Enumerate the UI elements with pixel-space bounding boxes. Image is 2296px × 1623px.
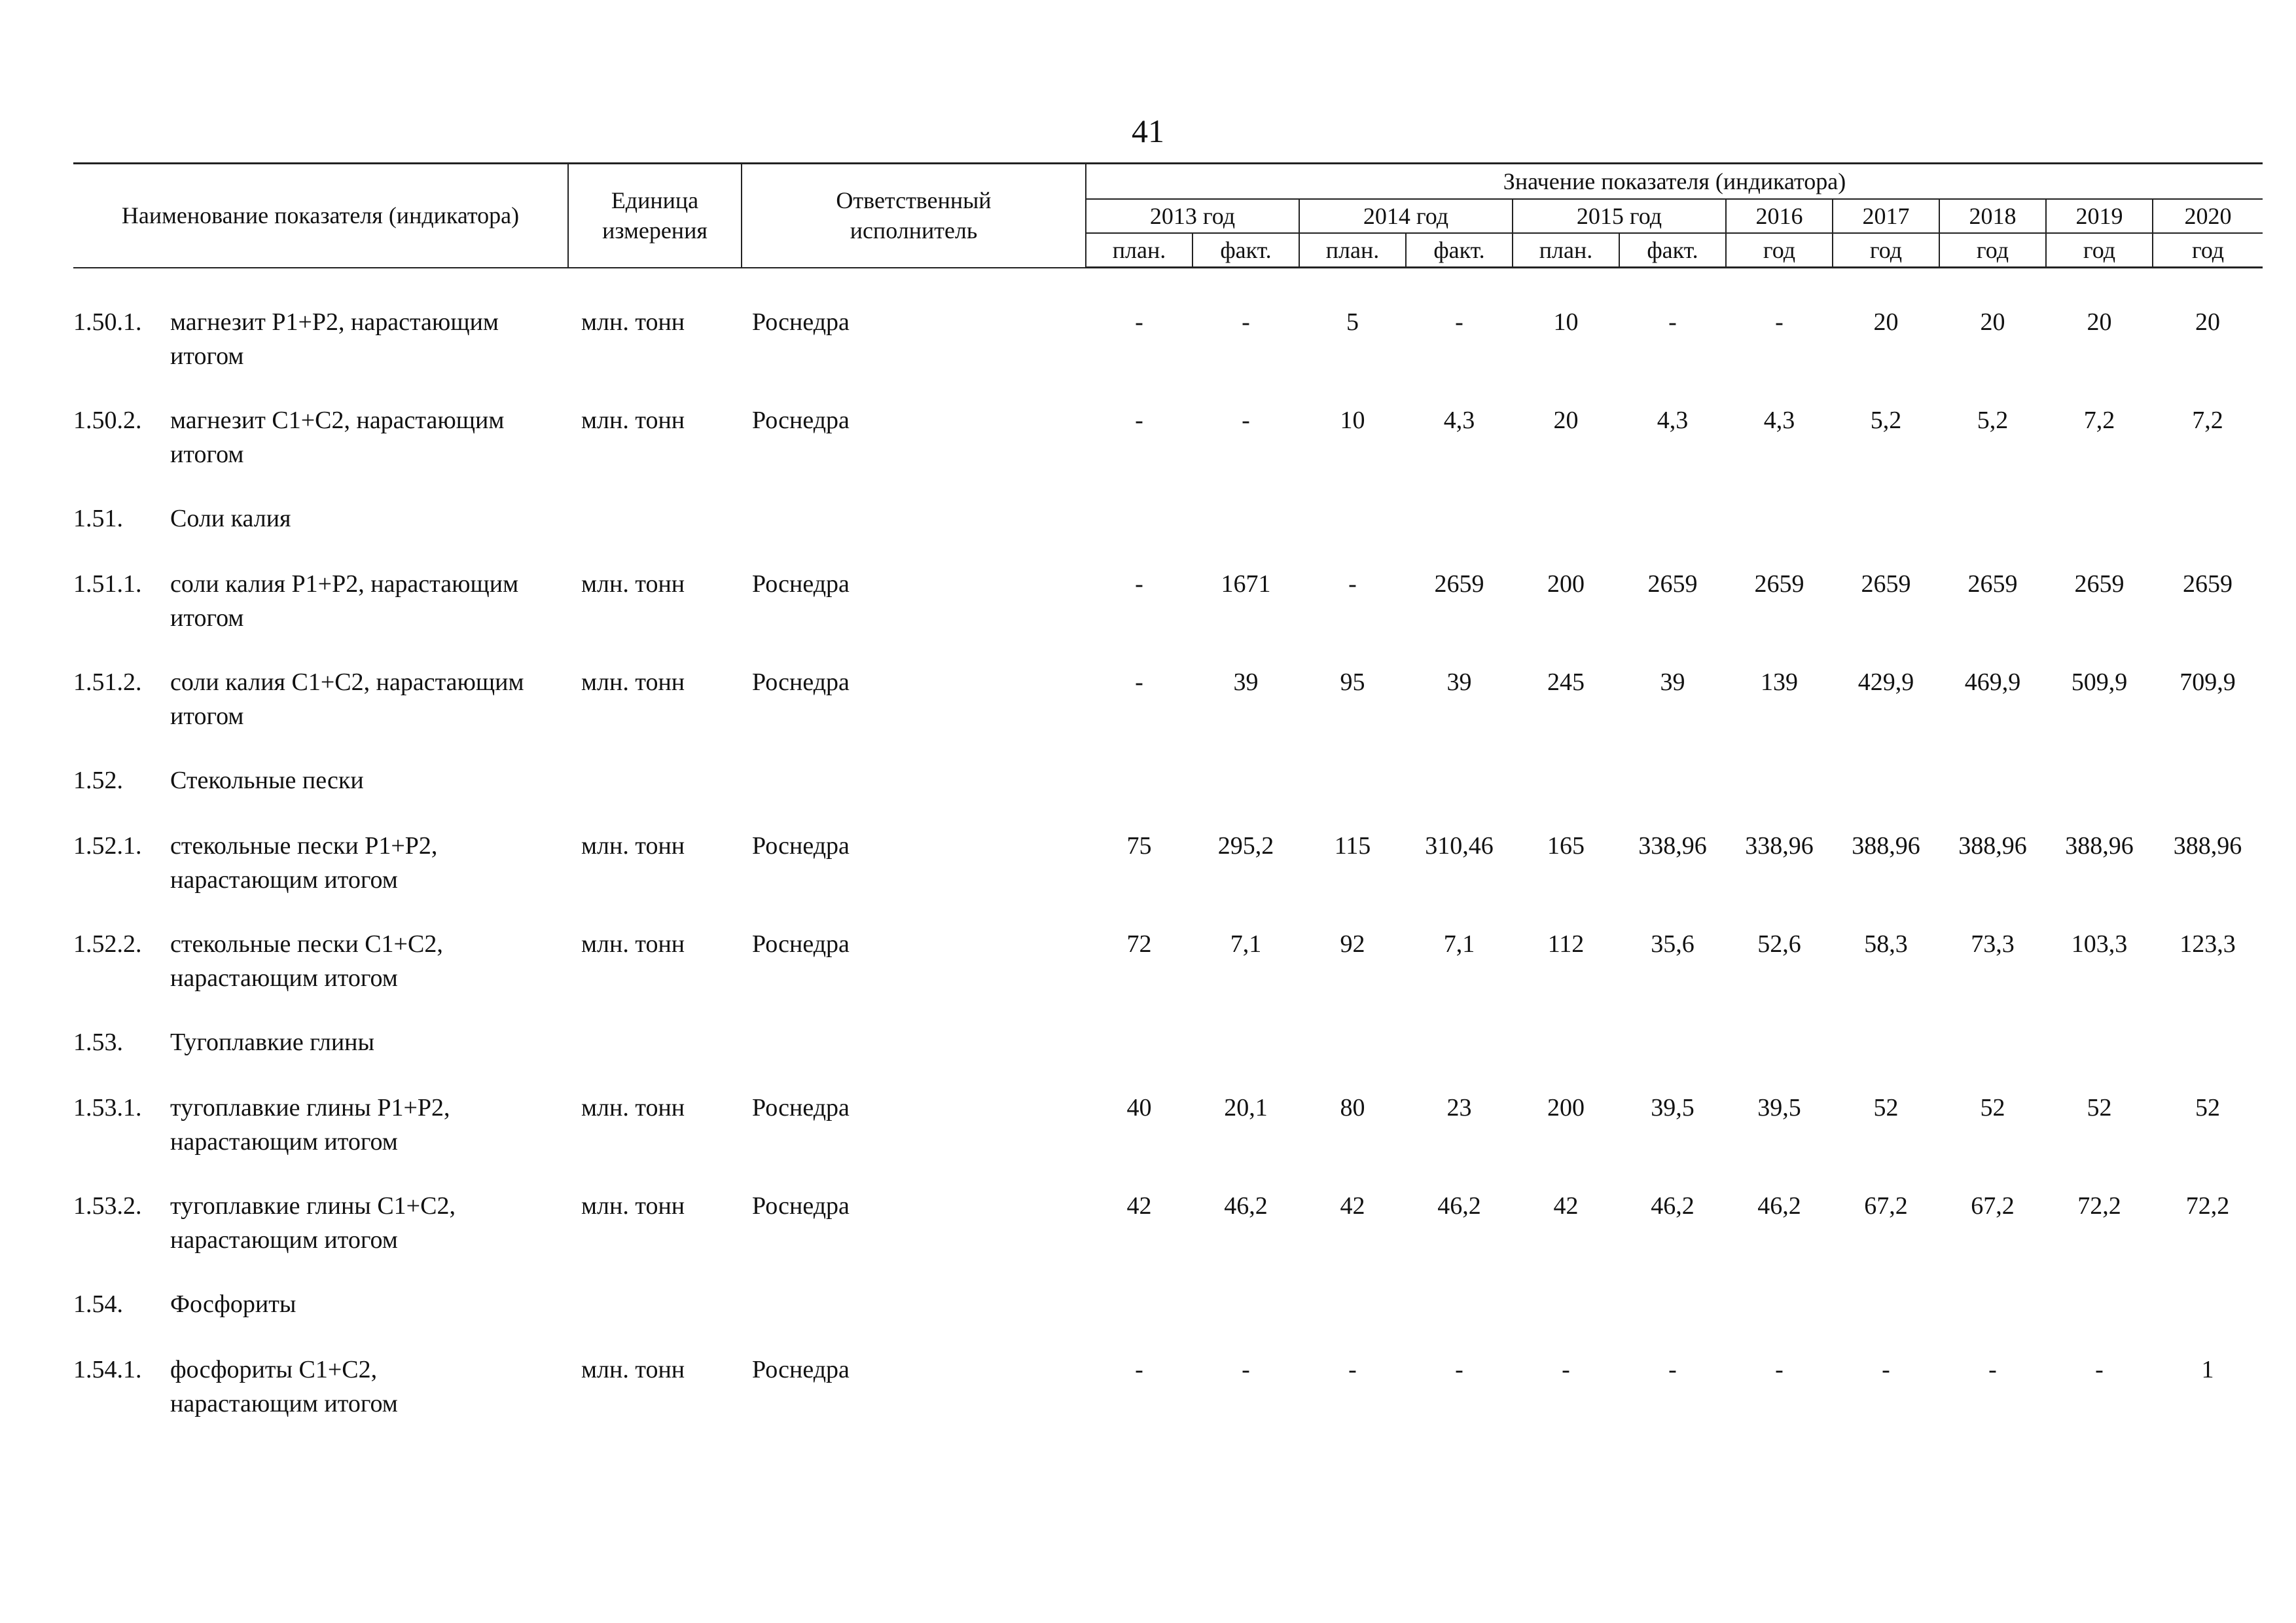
header-year-2017: 2017 (1833, 199, 1939, 233)
header-year-2016: 2016 (1726, 199, 1833, 233)
value-cell: 20 (2195, 308, 2221, 336)
value-cell: 2659 (1647, 570, 1698, 598)
indicator-name-cell (73, 1091, 568, 1189)
indicator-name (73, 763, 568, 797)
value-cell: - (1562, 1356, 1570, 1383)
value-cell: 20 (1873, 308, 1899, 336)
section-row (73, 763, 2263, 829)
executor-cell: Роснедра (752, 308, 850, 336)
unit-cell: млн. тонн (581, 1356, 685, 1383)
value-cell: 4,3 (1657, 407, 1689, 434)
value-cell: 139 (1761, 668, 1798, 696)
value-cell: 39 (1660, 668, 1685, 696)
indicator-name-cell (73, 1025, 568, 1091)
indicator-label (170, 501, 291, 536)
value-cell: 42 (1340, 1192, 1365, 1220)
header-god-2019: год (2046, 233, 2153, 268)
unit-cell: млн. тонн (581, 570, 685, 598)
value-cell: 2659 (1754, 570, 1804, 598)
indicator-name-cell (73, 1189, 568, 1287)
header-name: Наименование показателя (индикатора) (73, 164, 568, 268)
value-cell: - (1455, 1356, 1463, 1383)
indicator-name (73, 1189, 568, 1257)
table-row (73, 305, 2263, 403)
value-cell: 92 (1340, 930, 1365, 958)
value-cell: 4,3 (1443, 407, 1475, 434)
value-cell: 73,3 (1971, 930, 2015, 958)
value-cell: 2659 (1967, 570, 2018, 598)
indicator-number: 1.53.1. (73, 1094, 142, 1122)
indicator-name (73, 403, 568, 471)
indicator-label (170, 1091, 450, 1159)
section-filler (568, 1287, 2263, 1353)
table-row (73, 927, 2263, 1025)
indicator-label-line1: тугоплавкие глины С1+С2, (170, 1192, 456, 1220)
value-cell: 23 (1446, 1094, 1472, 1122)
indicator-number: 1.54.1. (73, 1356, 142, 1383)
value-cell: 338,96 (1638, 832, 1707, 860)
value-cell: - (1775, 308, 1784, 336)
value-cell: - (1348, 570, 1357, 598)
value-cell: 388,96 (1958, 832, 2027, 860)
value-cell: 123,3 (2179, 930, 2236, 958)
indicator-name (73, 1287, 568, 1321)
value-cell: 58,3 (1864, 930, 1908, 958)
value-cell: 429,9 (1857, 668, 1914, 696)
unit-cell: млн. тонн (581, 930, 685, 958)
indicator-name-cell (73, 763, 568, 829)
indicator-name-cell (73, 1353, 568, 1451)
value-cell: 5,2 (1977, 407, 2009, 434)
value-cell: 7,2 (2083, 407, 2115, 434)
value-cell: 112 (1547, 930, 1585, 958)
header-spacer (73, 268, 2263, 306)
header-plan-2015: план. (1513, 233, 1619, 268)
indicator-number: 1.54. (73, 1290, 123, 1318)
indicator-number: 1.52.2. (73, 930, 142, 958)
table-row (73, 567, 2263, 665)
header-god-2016: год (1726, 233, 1833, 268)
value-cell: 5,2 (1870, 407, 1902, 434)
indicator-label-line1: тугоплавкие глины Р1+Р2, (170, 1094, 450, 1122)
indicators-table (73, 162, 2263, 1451)
value-cell: 245 (1547, 668, 1585, 696)
table-header (73, 164, 2263, 268)
value-cell: 388,96 (2173, 832, 2242, 860)
value-cell: 39,5 (1651, 1094, 1695, 1122)
indicator-label-line1: Тугоплавкие глины (170, 1029, 375, 1056)
indicator-label (170, 1025, 374, 1059)
table-row (73, 403, 2263, 501)
page-number: 41 (1132, 113, 1164, 149)
indicator-label-line1: Соли калия (170, 505, 291, 532)
table-row (73, 1091, 2263, 1189)
table-row (73, 1189, 2263, 1287)
value-cell: 10 (1553, 308, 1579, 336)
indicator-name (73, 305, 568, 373)
executor-cell: Роснедра (752, 668, 850, 696)
indicator-label (170, 1287, 296, 1321)
header-plan-2013: план. (1086, 233, 1193, 268)
indicator-label-line2: итогом (170, 441, 244, 468)
unit-cell: млн. тонн (581, 407, 685, 434)
value-cell: 338,96 (1745, 832, 1814, 860)
value-cell: - (1135, 1356, 1143, 1383)
indicator-label-line1: Стекольные пески (170, 767, 364, 794)
value-cell: 20 (1553, 407, 1579, 434)
indicator-label (170, 1189, 456, 1257)
indicator-label (170, 305, 499, 373)
unit-cell: млн. тонн (581, 668, 685, 696)
value-cell: 115 (1334, 832, 1371, 860)
value-cell: - (1455, 308, 1463, 336)
header-god-2020: год (2153, 233, 2263, 268)
value-cell: 388,96 (2065, 832, 2134, 860)
header-fact-2013: факт. (1193, 233, 1299, 268)
executor-cell: Роснедра (752, 407, 850, 434)
value-cell: 7,1 (1443, 930, 1475, 958)
value-cell: 42 (1553, 1192, 1579, 1220)
value-cell: 72 (1126, 930, 1152, 958)
indicator-label-line2: итогом (170, 342, 244, 370)
executor-cell: Роснедра (752, 832, 850, 860)
value-cell: 200 (1547, 570, 1585, 598)
indicator-number: 1.52.1. (73, 832, 142, 860)
header-year-2014: 2014 год (1299, 199, 1513, 233)
value-cell: - (1135, 407, 1143, 434)
value-cell: 709,9 (2179, 668, 2236, 696)
indicator-number: 1.51. (73, 505, 123, 532)
value-cell: 72,2 (2185, 1192, 2230, 1220)
value-cell: 39 (1233, 668, 1259, 696)
value-cell: 165 (1547, 832, 1585, 860)
value-cell: 39,5 (1757, 1094, 1801, 1122)
indicator-name-cell (73, 305, 568, 403)
indicator-name (73, 829, 568, 897)
value-cell: 7,1 (1230, 930, 1262, 958)
unit-cell: млн. тонн (581, 1094, 685, 1122)
section-row (73, 1287, 2263, 1353)
unit-cell: млн. тонн (581, 1192, 685, 1220)
value-cell: 72,2 (2077, 1192, 2121, 1220)
value-cell: 200 (1547, 1094, 1585, 1122)
indicator-name (73, 501, 568, 536)
header-fact-2015: факт. (1619, 233, 1726, 268)
indicator-number: 1.50.2. (73, 407, 142, 434)
value-cell: 35,6 (1651, 930, 1695, 958)
value-cell: - (1242, 407, 1250, 434)
value-cell: - (1882, 1356, 1890, 1383)
value-cell: 2659 (2074, 570, 2125, 598)
value-cell: 52 (1980, 1094, 2005, 1122)
indicator-label (170, 1353, 398, 1421)
unit-cell: млн. тонн (581, 308, 685, 336)
indicator-number: 1.51.1. (73, 570, 142, 598)
indicator-label-line1: соли калия Р1+Р2, нарастающим (170, 570, 519, 598)
indicator-name-cell (73, 665, 568, 763)
value-cell: 52 (1873, 1094, 1899, 1122)
value-cell: 46,2 (1757, 1192, 1801, 1220)
indicator-name (73, 1353, 568, 1421)
executor-cell: Роснедра (752, 570, 850, 598)
value-cell: 2659 (1434, 570, 1484, 598)
indicator-label-line2: нарастающим итогом (170, 1128, 398, 1156)
indicator-label (170, 763, 364, 797)
value-cell: 42 (1126, 1192, 1152, 1220)
indicator-name-cell (73, 403, 568, 501)
indicator-number: 1.53.2. (73, 1192, 142, 1220)
table-body (73, 268, 2263, 1451)
value-cell: - (1668, 308, 1677, 336)
section-filler (568, 763, 2263, 829)
section-row (73, 501, 2263, 567)
header-fact-2014: факт. (1406, 233, 1513, 268)
indicator-name-cell (73, 567, 568, 665)
value-cell: 1 (2201, 1356, 2214, 1383)
indicator-label-line1: соли калия С1+С2, нарастающим (170, 668, 524, 696)
indicator-label (170, 403, 504, 471)
indicator-label (170, 927, 443, 995)
value-cell: 20 (1980, 308, 2005, 336)
value-cell: 52 (2195, 1094, 2221, 1122)
indicator-number: 1.51.2. (73, 668, 142, 696)
value-cell: - (1242, 308, 1250, 336)
header-year-2019: 2019 (2046, 199, 2153, 233)
value-cell: 2659 (1861, 570, 1911, 598)
indicator-label-line2: нарастающим итогом (170, 964, 398, 992)
value-cell: 52,6 (1757, 930, 1801, 958)
value-cell: - (1135, 570, 1143, 598)
value-cell: 46,2 (1437, 1192, 1481, 1220)
indicator-label-line1: стекольные пески С1+С2, (170, 930, 443, 958)
indicator-name-cell (73, 927, 568, 1025)
indicator-label (170, 567, 518, 635)
indicator-name (73, 1025, 568, 1059)
value-cell: 20 (2087, 308, 2112, 336)
section-filler (568, 501, 2263, 567)
value-cell: - (1988, 1356, 1997, 1383)
table-row (73, 1353, 2263, 1451)
indicator-label-line1: Фосфориты (170, 1290, 296, 1318)
value-cell: - (1668, 1356, 1677, 1383)
header-year-2013: 2013 год (1086, 199, 1299, 233)
indicator-number: 1.53. (73, 1029, 123, 1056)
header-year-2015: 2015 год (1513, 199, 1726, 233)
indicator-label (170, 665, 524, 733)
value-cell: - (1242, 1356, 1250, 1383)
value-cell: - (1775, 1356, 1784, 1383)
value-cell: 310,46 (1425, 832, 1494, 860)
value-cell: - (2095, 1356, 2104, 1383)
value-cell: 1671 (1221, 570, 1271, 598)
value-cell: 20,1 (1224, 1094, 1268, 1122)
value-cell: 46,2 (1651, 1192, 1695, 1220)
indicator-label-line2: нарастающим итогом (170, 866, 398, 894)
executor-cell: Роснедра (752, 1094, 850, 1122)
value-cell: - (1348, 1356, 1357, 1383)
indicator-label-line2: нарастающим итогом (170, 1390, 398, 1417)
indicator-name-cell (73, 501, 568, 567)
indicator-name-cell (73, 829, 568, 927)
value-cell: 103,3 (2071, 930, 2128, 958)
section-filler (568, 1025, 2263, 1091)
indicator-number: 1.52. (73, 767, 123, 794)
value-cell: 509,9 (2071, 668, 2128, 696)
indicator-name (73, 927, 568, 995)
value-cell: - (1135, 308, 1143, 336)
value-cell: 67,2 (1971, 1192, 2015, 1220)
indicator-label-line2: итогом (170, 702, 244, 730)
indicator-name (73, 1091, 568, 1159)
executor-cell: Роснедра (752, 1192, 850, 1220)
value-cell: - (1135, 668, 1143, 696)
value-cell: 75 (1126, 832, 1152, 860)
value-cell: 2659 (2183, 570, 2233, 598)
header-executor-line2: исполнитель (850, 217, 978, 244)
value-cell: 4,3 (1763, 407, 1795, 434)
header-god-2017: год (1833, 233, 1939, 268)
indicator-label-line1: стекольные пески Р1+Р2, (170, 832, 438, 860)
header-executor-line1: Ответственный (836, 187, 992, 214)
value-cell: 7,2 (2192, 407, 2223, 434)
indicator-label-line1: магнезит С1+С2, нарастающим (170, 407, 505, 434)
indicator-name (73, 665, 568, 733)
header-plan-2014: план. (1299, 233, 1406, 268)
unit-cell: млн. тонн (581, 832, 685, 860)
indicator-label-line2: нарастающим итогом (170, 1226, 398, 1254)
value-cell: 388,96 (1852, 832, 1920, 860)
indicator-label-line1: магнезит Р1+Р2, нарастающим (170, 308, 499, 336)
table-row (73, 829, 2263, 927)
value-cell: 5 (1346, 308, 1359, 336)
indicator-name-cell (73, 1287, 568, 1353)
value-cell: 295,2 (1217, 832, 1274, 860)
value-cell: 10 (1340, 407, 1365, 434)
value-cell: 40 (1126, 1094, 1152, 1122)
header-values-group: Значение показателя (индикатора) (1086, 164, 2263, 200)
executor-cell: Роснедра (752, 1356, 850, 1383)
table-row (73, 665, 2263, 763)
header-year-2018: 2018 (1939, 199, 2046, 233)
executor-cell: Роснедра (752, 930, 850, 958)
header-god-2018: год (1939, 233, 2046, 268)
header-unit-line1: Единица (611, 187, 699, 214)
header-unit (568, 164, 742, 268)
section-row (73, 1025, 2263, 1091)
value-cell: 80 (1340, 1094, 1365, 1122)
indicator-label (170, 829, 437, 897)
value-cell: 95 (1340, 668, 1365, 696)
indicator-number: 1.50.1. (73, 308, 142, 336)
value-cell: 469,9 (1964, 668, 2021, 696)
header-executor (742, 164, 1086, 268)
value-cell: 52 (2087, 1094, 2112, 1122)
value-cell: 46,2 (1224, 1192, 1268, 1220)
value-cell: 67,2 (1864, 1192, 1908, 1220)
indicator-label-line2: итогом (170, 604, 244, 632)
value-cell: 39 (1446, 668, 1472, 696)
header-unit-line2: измерения (602, 217, 708, 244)
header-year-2020: 2020 (2153, 199, 2263, 233)
indicator-name (73, 567, 568, 635)
indicator-label-line1: фосфориты С1+С2, (170, 1356, 378, 1383)
